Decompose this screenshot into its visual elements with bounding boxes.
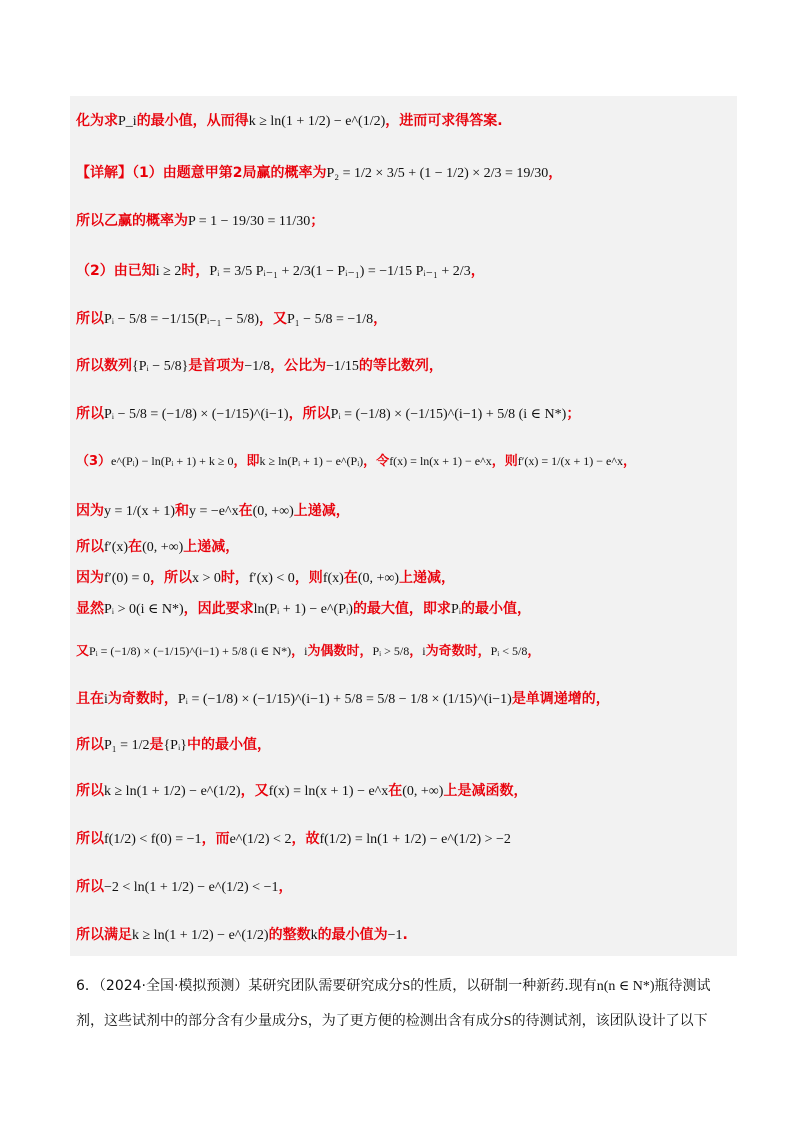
text: ； [566,406,581,422]
math: S [503,1014,512,1029]
text: 的最小值， [461,601,532,617]
text: 所以 [76,311,104,327]
text: 瓶待测试 [654,978,711,994]
math: P = 1 − 19/30 = 11/30 [188,214,311,229]
text: 所以满足 [76,927,132,943]
math: P_i [118,114,137,129]
math: e^(1/2) < 2 [229,832,292,847]
text: ， [548,165,563,181]
text: 上递减， [399,570,456,586]
text: 显然 [76,601,104,617]
text: 是单调递增的， [511,691,610,707]
text: ，即 [233,454,260,469]
text: 所以 [76,539,104,555]
solution-line [76,110,736,130]
solution-line [76,734,736,754]
question-line [76,1010,736,1030]
text: 是 [149,737,164,753]
text: ， [527,644,541,659]
math: k ≥ ln(Pᵢ + 1) − e^(Pᵢ) [259,454,364,468]
math: i [104,692,108,707]
text: 时， [181,263,210,279]
text: 在 [388,783,403,799]
math: n(n ∈ N*) [596,979,655,994]
solution-line [76,828,736,848]
math: f(x) = ln(x + 1) − e^x [268,784,389,799]
math: i [304,644,308,658]
math: {Pᵢ} [163,738,187,753]
text: 且在 [76,691,104,707]
text: 所以 [76,737,104,753]
math: P₂ = 1/2 × 3/5 + (1 − 1/2) × 2/3 = 19/30 [326,166,549,181]
math: Pᵢ [450,602,462,617]
math: f′(x) < 0 [248,571,295,586]
solution-line [76,450,736,469]
solution-line [76,403,736,423]
text: 剂，这些试剂中的部分含有少量成分 [76,1013,300,1029]
text: 因为 [76,570,104,586]
text: 又 [76,644,90,659]
math: (0, +∞) [252,504,294,519]
math: x > 0 [191,571,221,586]
math: Pᵢ = 3/5 Pᵢ₋₁ + 2/3(1 − Pᵢ₋₁) = −1/15 Pᵢ₋₁ + 2/3 [209,264,471,279]
math: k ≥ ln(1 + 1/2) − e^(1/2) [104,784,241,799]
text: 的待测试剂，该团队设计了以下 [511,1013,708,1029]
text: ， [291,644,305,659]
text: （2）由已知 [76,263,156,279]
math: k [310,928,318,943]
math: f(1/2) = ln(1 + 1/2) − e^(1/2) > −2 [319,832,511,847]
math: i [422,644,426,658]
text: ， [622,454,636,469]
text: 所以 [76,783,104,799]
math: Pᵢ = (−1/8) × (−1/15)^(i−1) + 5/8 (i ∈ N*) [330,407,567,422]
text: ，所以 [149,570,192,586]
text: ，故 [291,831,320,847]
math: (0, +∞) [142,540,184,555]
math: f′(x) = 1/(x + 1) − e^x [517,454,623,468]
math: f(x) = ln(x + 1) − e^x [389,454,492,468]
math: f(x) [322,571,344,586]
math: y = 1/(x + 1) [104,504,176,519]
math: P₁ − 5/8 = −1/8 [287,312,374,327]
text: 为奇数时， [107,691,178,707]
solution-line [76,640,736,659]
text: 上递减， [293,503,350,519]
text: ，为了更方便的检测出含有成分 [307,1013,504,1029]
solution-line [76,688,736,708]
text: 所以乙赢的概率为 [76,213,188,229]
text: 所以数列 [76,358,132,374]
solution-line [76,598,736,618]
solution-line [76,876,736,896]
text: ， [409,644,423,659]
math: f(1/2) < f(0) = −1 [104,832,202,847]
text: 上递减， [183,539,240,555]
text: ，因此要求 [183,601,254,617]
math: −1 [387,928,403,943]
text: 的整数 [268,927,311,943]
text: 的最小值为 [317,927,388,943]
text: 【详解】（1）由题意甲第2局赢的概率为 [76,165,327,181]
text: （3） [76,454,112,469]
math: −1/15 [326,359,359,374]
text: 为奇数时， [425,644,491,659]
solution-line [76,567,736,587]
math: f′(0) = 0 [104,571,150,586]
text: ，则 [294,570,323,586]
text: 6．（2024·全国·模拟预测）某研究团队需要研究成分 [76,978,403,994]
text: 在 [343,570,358,586]
solution-line [76,924,736,944]
text: 所以 [76,406,104,422]
text: 为偶数时， [307,644,373,659]
text: ， [278,879,293,895]
math: Pᵢ = (−1/8) × (−1/15)^(i−1) + 5/8 (i ∈ N*) [89,644,292,658]
math: −2 < ln(1 + 1/2) − e^(1/2) < −1 [104,880,279,895]
math: y = −e^x [189,504,239,519]
text: ，而 [201,831,230,847]
math: Pᵢ = (−1/8) × (−1/15)^(i−1) + 5/8 = 5/8 − 1/8 × (1/15)^(i−1) [177,692,512,707]
text: ， [373,311,388,327]
text: . [402,927,408,943]
math: ln(Pᵢ + 1) − e^(Pᵢ) [253,602,353,617]
math: (0, +∞) [402,784,444,799]
math: i ≥ 2 [155,264,182,279]
math: −1/8 [244,359,271,374]
text: ，进而可求得答案. [385,113,503,129]
text: 时， [220,570,249,586]
text: ，则 [491,454,518,469]
text: 在 [238,503,253,519]
text: 是首项为 [188,358,245,374]
text: 因为 [76,503,104,519]
math: P₁ = 1/2 [104,738,150,753]
text: ； [310,213,325,229]
text: 化为求 [76,113,118,129]
text: ，又 [240,783,269,799]
solution-line [76,162,736,182]
math: S [300,1014,308,1029]
solution-line [76,355,736,375]
math: Pᵢ > 5/8 [372,644,410,658]
text: ，又 [259,311,287,327]
text: 所以 [76,879,104,895]
text: 的最小值，从而得 [136,113,249,129]
math: k ≥ ln(1 + 1/2) − e^(1/2) [132,928,269,943]
solution-line [76,260,736,280]
solution-line [76,536,736,556]
math: Pᵢ − 5/8 = (−1/8) × (−1/15)^(i−1) [104,407,289,422]
math: S [402,979,411,994]
solution-line [76,780,736,800]
text: 所以 [76,831,104,847]
math: e^(Pᵢ) − ln(Pᵢ + 1) + k ≥ 0 [111,454,234,468]
text: 的最大值，即求 [352,601,451,617]
text: ，所以 [288,406,331,422]
text: ，令 [363,454,390,469]
math: (0, +∞) [357,571,400,586]
math: {Pᵢ − 5/8} [132,359,189,374]
text: 中的最小值， [186,737,271,753]
solution-line [76,500,736,520]
solution-line [76,308,736,328]
math: k ≥ ln(1 + 1/2) − e^(1/2) [248,114,386,129]
text: 在 [128,539,143,555]
math: f′(x) [104,540,129,555]
text: ，公比为 [270,358,327,374]
math: Pᵢ − 5/8 = −1/15(Pᵢ₋₁ − 5/8) [104,312,259,327]
text: ， [470,263,485,279]
solution-line [76,210,736,230]
text: 上是减函数， [443,783,528,799]
text: 的等比数列， [358,358,443,374]
question-line [76,975,736,995]
text: 和 [175,503,190,519]
text: 的性质，以研制一种新药.现有 [410,978,597,994]
math: Pᵢ < 5/8 [490,644,528,658]
math: Pᵢ > 0(i ∈ N*) [104,602,184,617]
